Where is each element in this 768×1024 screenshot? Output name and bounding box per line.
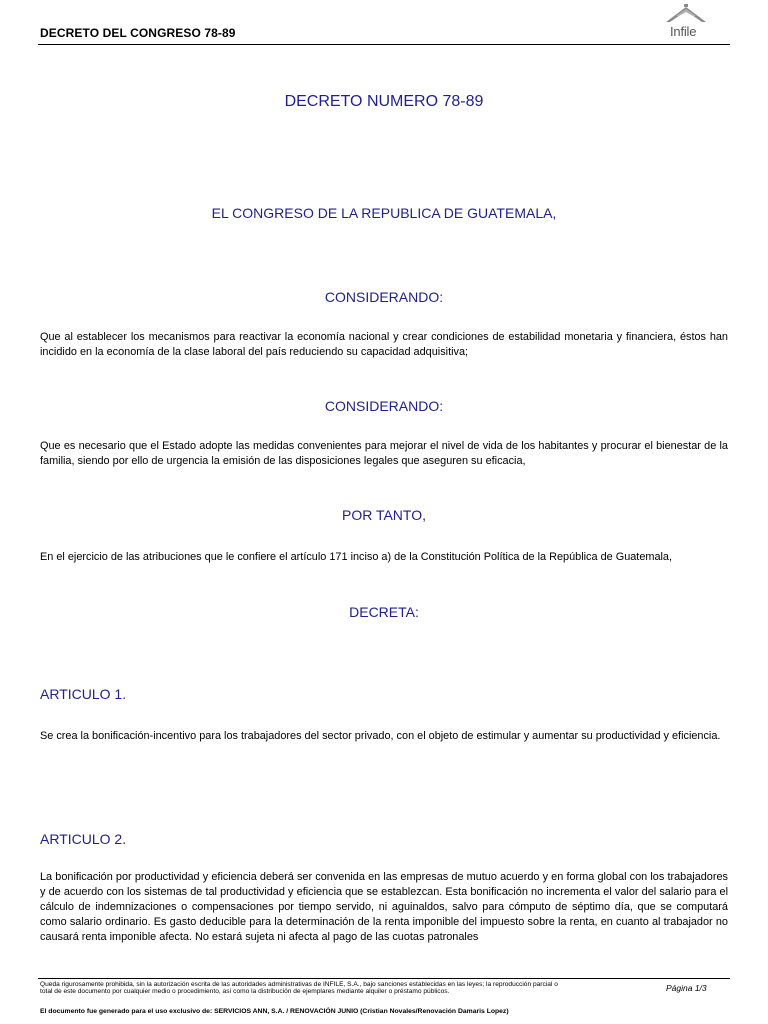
por-tanto-heading: POR TANTO, [341,507,426,523]
logo-text: Infile [670,24,697,39]
considerando-heading-1: CONSIDERANDO: [324,289,444,305]
page-number: Página 1/3 [666,983,707,993]
articulo-1-text: Se crea la bonificación-incentivo para los trabajadores del sector privado, con el objeto de estimular y aumentar su productividad y eficiencia. [40,730,721,742]
considerando-text-1: Que al establecer los mecanismos para reactivar la economía nacional y crear condiciones de estabilidad monetaria y financiera, éstos han incidido en la economía de la clase laboral del país reduciendo su capacidad adquisitiva; [40,331,728,358]
articulo-2-heading: ARTICULO 2. [40,831,127,847]
decreta-heading: DECRETA: [349,604,419,620]
articulo-2-text: La bonificación por productividad y eficiencia deberá ser convenida en las empresas de mutuo acuerdo y en forma global con los trabajadores y de acuerdo con los sistemas de tal productividad y eficiencia que se establezcan. Esta bonificación no incrementa el valor del salario para el cálculo de indemnizaciones o compensaciones por tiempo servido, ni aguinaldos, salvo para cómputo de séptimo día, que se computará como salario ordinario. Es gasto deducible para la determinación de la renta imponible del impuesto sobre la renta, en cuanto al trabajador no causará renta imponible afecta. No estará sujeta ni afecta al pago de las cuotas patronales [40,871,728,943]
header-divider [38,44,730,45]
infile-roof-logo-icon [662,2,710,26]
infile-logo [662,2,710,44]
articulo-1-heading: ARTICULO 1. [40,686,127,702]
por-tanto-text: En el ejercicio de las atribuciones que le confiere el artículo 171 inciso a) de la Constitución Política de la República de Guatemala, [40,551,673,563]
considerando-heading-2: CONSIDERANDO: [324,398,444,414]
considerando-text-2: Que es necesario que el Estado adopte las medidas convenientes para mejorar el nivel de vida de los habitantes y procurar el bienestar de la familia, siendo por ello de urgencia la emisión de las disposiciones legales que aseguren su eficacia, [40,440,728,467]
decree-title: DECRETO NUMERO 78-89 [284,93,484,110]
footer-divider [38,978,730,979]
footer-generated-for: El documento fue generado para el uso exclusivo de: SERVICIOS ANN, S.A. / RENOVACIÓN JUNIO (Cristian Novales/Renovación Damaris Lopez) [40,1008,509,1015]
footer-legal-notice: Queda rigurosamente prohibida, sin la autorización escrita de las autoridades administrativas de INFILE, S.A., bajo sanciones establecidas en las leyes; la reproducción parcial o total de este documento por cualquier medio o procedimiento, así como la distribución de ejemplares mediante alquiler o préstamo públicos. [40,981,558,995]
header-title: DECRETO DEL CONGRESO 78-89 [40,26,236,40]
congress-title: EL CONGRESO DE LA REPUBLICA DE GUATEMALA, [211,205,557,221]
